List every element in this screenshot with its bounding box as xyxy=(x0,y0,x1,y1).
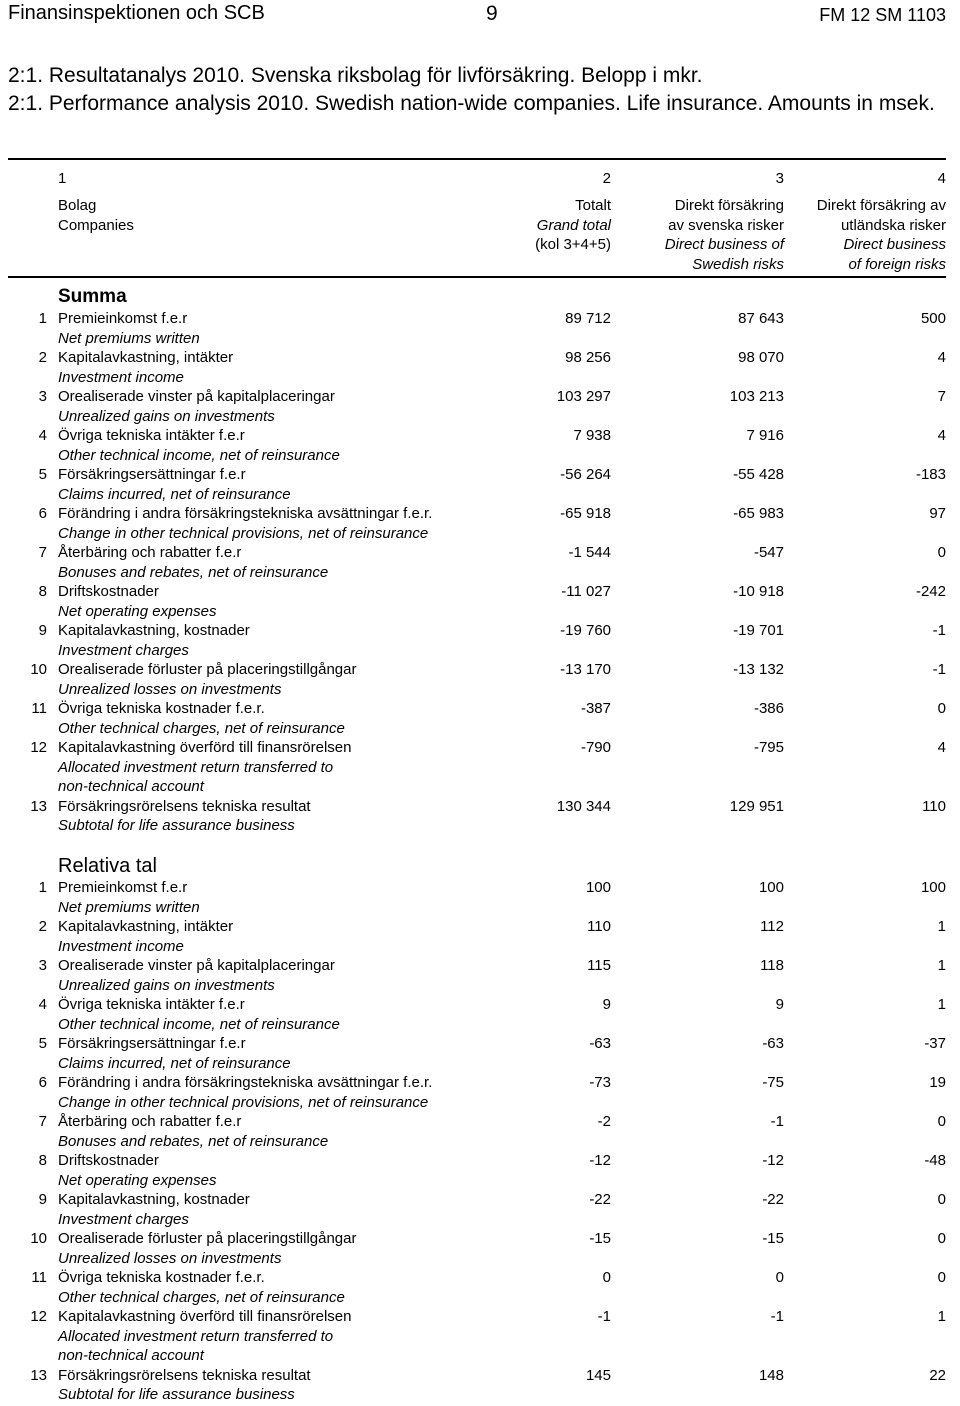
row-label-sv: Återbäring och rabatter f.e.r xyxy=(58,544,242,561)
row-number: 1 xyxy=(38,310,47,327)
value-foreign-risks: -48 xyxy=(924,1152,946,1169)
value-swedish-risks: -547 xyxy=(753,544,784,561)
column-header-foreign-risks xyxy=(817,196,946,274)
row-label-en: Other technical income, net of reinsurance xyxy=(58,446,340,464)
row-label-sv: Kapitalavkastning överförd till finansrörelsen xyxy=(58,739,352,756)
row-label-en: Unrealized gains on investments xyxy=(58,976,275,994)
row-label-en: Investment charges xyxy=(58,641,189,659)
table-row xyxy=(0,996,960,1035)
column-number-4: 4 xyxy=(937,170,946,187)
column-header-en: Companies xyxy=(58,216,134,234)
row-number: 12 xyxy=(30,739,47,756)
page-header xyxy=(8,2,946,28)
value-foreign-risks: 500 xyxy=(920,310,946,327)
table-row xyxy=(0,1113,960,1152)
row-number: 9 xyxy=(38,1191,47,1208)
value-grand-total: -63 xyxy=(589,1035,611,1052)
value-swedish-risks: 118 xyxy=(760,957,784,974)
row-label-sv: Försäkringsersättningar f.e.r xyxy=(58,1035,246,1052)
value-foreign-risks: 0 xyxy=(937,1191,946,1208)
column-header-sv: av svenska risker xyxy=(668,216,784,234)
row-label-sv: Övriga tekniska kostnader f.e.r. xyxy=(58,700,265,717)
value-foreign-risks: 4 xyxy=(937,739,946,756)
row-label-en: Investment income xyxy=(58,937,184,955)
table-row xyxy=(0,427,960,466)
value-grand-total: -1 544 xyxy=(568,544,611,561)
row-number: 9 xyxy=(38,622,47,639)
row-label-en: Net operating expenses xyxy=(58,602,217,620)
value-swedish-risks: -1 xyxy=(770,1113,784,1130)
value-swedish-risks: -22 xyxy=(762,1191,784,1208)
value-foreign-risks: 97 xyxy=(929,505,946,522)
table-row xyxy=(0,388,960,427)
table-row xyxy=(0,739,960,798)
row-label-sv: Övriga tekniska intäkter f.e.r xyxy=(58,996,245,1013)
row-label-sv: Orealiserade vinster på kapitalplaceringar xyxy=(58,388,335,405)
row-label-sv: Kapitalavkastning, kostnader xyxy=(58,1191,250,1208)
row-number: 7 xyxy=(38,544,47,561)
row-number: 3 xyxy=(38,957,47,974)
table-row xyxy=(0,1152,960,1191)
row-label-sv: Försäkringsersättningar f.e.r xyxy=(58,466,246,483)
table-row xyxy=(0,661,960,700)
row-label-en: Other technical charges, net of reinsurance xyxy=(58,1288,345,1306)
value-foreign-risks: -242 xyxy=(915,583,946,600)
row-number: 13 xyxy=(30,797,47,815)
value-foreign-risks: 1 xyxy=(937,957,946,974)
value-swedish-risks: 9 xyxy=(775,996,784,1013)
table-row xyxy=(0,622,960,661)
column-number-3: 3 xyxy=(775,170,784,187)
row-number: 8 xyxy=(38,583,47,600)
value-foreign-risks: 4 xyxy=(937,349,946,366)
row-number: 4 xyxy=(38,996,47,1013)
row-label-sv: Förändring i andra försäkringstekniska avsättningar f.e.r. xyxy=(58,505,433,522)
value-grand-total: -1 xyxy=(597,1308,611,1325)
row-number: 2 xyxy=(38,918,47,935)
value-swedish-risks: 7 916 xyxy=(746,427,784,444)
value-grand-total: 7 938 xyxy=(573,427,611,444)
value-grand-total: -73 xyxy=(589,1074,611,1091)
row-label-en: Investment income xyxy=(58,368,184,386)
row-label-sv: Premieinkomst f.e.r xyxy=(58,310,188,327)
table-row xyxy=(0,1074,960,1113)
value-grand-total: -65 918 xyxy=(560,505,611,522)
row-number: 5 xyxy=(38,1035,47,1052)
table-row xyxy=(0,1367,960,1406)
table-row xyxy=(0,798,960,837)
table-row xyxy=(0,700,960,739)
row-label-en: Unrealized gains on investments xyxy=(58,407,275,425)
column-header-sv: utländska risker xyxy=(840,216,946,234)
value-grand-total: -12 xyxy=(589,1152,611,1169)
value-grand-total: -387 xyxy=(580,700,611,717)
value-grand-total: -56 264 xyxy=(560,466,611,483)
table-row xyxy=(0,1035,960,1074)
value-foreign-risks: 110 xyxy=(922,797,946,815)
value-swedish-risks: -55 428 xyxy=(733,466,784,483)
row-label-sv: Försäkringsrörelsens tekniska resultat xyxy=(58,797,311,815)
row-label-sv: Övriga tekniska intäkter f.e.r xyxy=(58,427,245,444)
value-swedish-risks: -63 xyxy=(762,1035,784,1052)
title-swedish: 2:1. Resultatanalys 2010. Svenska riksbolag för livförsäkring. Belopp i mkr. xyxy=(8,64,703,87)
table-row xyxy=(0,310,960,349)
row-label-en: Bonuses and rebates, net of reinsurance xyxy=(58,1132,329,1150)
value-foreign-risks: -183 xyxy=(915,466,946,483)
value-grand-total: -13 170 xyxy=(560,661,611,678)
title-english: 2:1. Performance analysis 2010. Swedish nation-wide companies. Life insurance. Amounts in msek. xyxy=(8,92,935,115)
row-label-en: Subtotal for life assurance business xyxy=(58,817,295,834)
value-grand-total: 89 712 xyxy=(565,310,611,327)
value-foreign-risks: -1 xyxy=(932,661,946,678)
row-label-sv: Förändring i andra försäkringstekniska avsättningar f.e.r. xyxy=(58,1074,433,1091)
value-swedish-risks: 0 xyxy=(775,1269,784,1286)
row-number: 12 xyxy=(30,1308,47,1325)
row-label-sv: Orealiserade vinster på kapitalplaceringar xyxy=(58,957,335,974)
row-label-sv: Kapitalavkastning, intäkter xyxy=(58,918,234,935)
table-row xyxy=(0,1308,960,1367)
value-grand-total: 0 xyxy=(602,1269,611,1286)
column-header-en: Grand total xyxy=(536,216,611,234)
value-grand-total: -790 xyxy=(580,739,611,756)
table-row xyxy=(0,349,960,388)
value-grand-total: 98 256 xyxy=(565,349,611,366)
row-label-sv: Försäkringsrörelsens tekniska resultat xyxy=(58,1366,311,1384)
publisher-name: Finansinspektionen och SCB xyxy=(8,2,265,24)
value-foreign-risks: 4 xyxy=(937,427,946,444)
value-foreign-risks: 1 xyxy=(937,1308,946,1325)
row-label-sv: Kapitalavkastning, kostnader xyxy=(58,622,250,639)
column-number-2: 2 xyxy=(602,170,611,187)
row-number: 10 xyxy=(30,661,47,678)
header-top-rule xyxy=(8,158,946,160)
row-number: 2 xyxy=(38,349,47,366)
value-foreign-risks: 7 xyxy=(937,388,946,405)
value-swedish-risks: 87 643 xyxy=(738,310,784,327)
value-grand-total: 100 xyxy=(585,879,611,896)
value-swedish-risks: -65 983 xyxy=(733,505,784,522)
row-label-en: Change in other technical provisions, net of reinsurance xyxy=(58,1093,429,1111)
value-foreign-risks: 19 xyxy=(929,1074,946,1091)
column-header-grand-total xyxy=(535,196,611,255)
column-header-en: Direct business xyxy=(843,236,946,253)
column-header-sv: Bolag xyxy=(58,197,97,214)
value-swedish-risks: -10 918 xyxy=(733,583,784,600)
row-number: 6 xyxy=(38,1074,47,1091)
table-row xyxy=(0,879,960,918)
row-number: 13 xyxy=(30,1366,47,1384)
row-number: 5 xyxy=(38,466,47,483)
value-grand-total: -2 xyxy=(597,1113,611,1130)
column-header-companies xyxy=(58,196,134,235)
column-header-sv: Totalt xyxy=(575,197,611,214)
column-header-swedish-risks xyxy=(665,196,784,274)
value-swedish-risks: -75 xyxy=(762,1074,784,1091)
value-swedish-risks: -795 xyxy=(753,739,784,756)
row-number: 11 xyxy=(31,1269,47,1286)
row-number: 8 xyxy=(38,1152,47,1169)
row-label-en-cont: non-technical account xyxy=(58,778,204,795)
section-title-relativa-tal: Relativa tal xyxy=(58,855,157,877)
row-label-en: Claims incurred, net of reinsurance xyxy=(58,1054,291,1072)
row-label-sv: Återbäring och rabatter f.e.r xyxy=(58,1113,242,1130)
value-foreign-risks: 0 xyxy=(937,1269,946,1286)
row-label-sv: Driftskostnader xyxy=(58,1152,159,1169)
value-grand-total: 115 xyxy=(587,957,611,974)
value-foreign-risks: 0 xyxy=(937,700,946,717)
table-row xyxy=(0,1191,960,1230)
row-label-en: Net premiums written xyxy=(58,898,200,916)
row-label-sv: Orealiserade förluster på placeringstillgångar xyxy=(58,1230,357,1247)
table-row xyxy=(0,583,960,622)
row-label-sv: Kapitalavkastning, intäkter xyxy=(58,349,234,366)
table-row xyxy=(0,505,960,544)
value-foreign-risks: 100 xyxy=(920,879,946,896)
row-label-sv: Orealiserade förluster på placeringstillgångar xyxy=(58,661,357,678)
row-label-en: Change in other technical provisions, net of reinsurance xyxy=(58,524,429,542)
row-label-en: Bonuses and rebates, net of reinsurance xyxy=(58,563,329,581)
value-swedish-risks: -19 701 xyxy=(733,622,784,639)
value-grand-total: -15 xyxy=(589,1230,611,1247)
value-swedish-risks: -13 132 xyxy=(733,661,784,678)
row-label-sv: Driftskostnader xyxy=(58,583,159,600)
value-grand-total: -22 xyxy=(589,1191,611,1208)
value-foreign-risks: 0 xyxy=(937,1113,946,1130)
row-number: 1 xyxy=(38,879,47,896)
value-foreign-risks: 0 xyxy=(937,1230,946,1247)
value-swedish-risks: 103 213 xyxy=(729,388,784,405)
table-title xyxy=(8,62,948,118)
value-swedish-risks: -1 xyxy=(770,1308,784,1325)
section-title-summa: Summa xyxy=(58,286,127,307)
row-label-en: Allocated investment return transferred to xyxy=(58,1327,334,1345)
row-label-sv: Övriga tekniska kostnader f.e.r. xyxy=(58,1269,265,1286)
table-row xyxy=(0,957,960,996)
column-header-en: of foreign risks xyxy=(848,255,946,273)
value-foreign-risks: 1 xyxy=(937,996,946,1013)
header-bottom-rule xyxy=(8,276,946,278)
value-foreign-risks: 22 xyxy=(929,1366,946,1384)
row-number: 11 xyxy=(31,700,47,717)
value-swedish-risks: 98 070 xyxy=(738,349,784,366)
value-foreign-risks: 1 xyxy=(937,918,946,935)
value-swedish-risks: -15 xyxy=(762,1230,784,1247)
row-label-en: Other technical income, net of reinsurance xyxy=(58,1015,340,1033)
row-label-en: Other technical charges, net of reinsurance xyxy=(58,719,345,737)
value-grand-total: 130 344 xyxy=(556,797,611,815)
value-grand-total: -11 027 xyxy=(561,583,611,600)
row-label-en: Claims incurred, net of reinsurance xyxy=(58,485,291,503)
value-grand-total: -19 760 xyxy=(560,622,611,639)
value-swedish-risks: -12 xyxy=(762,1152,784,1169)
row-label-en: Net operating expenses xyxy=(58,1171,217,1189)
column-header-en: Direct business of xyxy=(664,236,784,253)
table-summa xyxy=(0,310,960,837)
row-label-sv: Kapitalavkastning överförd till finansrörelsen xyxy=(58,1308,352,1325)
column-header-sv: Direkt försäkring av xyxy=(816,197,946,214)
value-foreign-risks: -1 xyxy=(932,622,946,639)
table-row xyxy=(0,544,960,583)
row-label-sv: Premieinkomst f.e.r xyxy=(58,879,188,896)
table-row xyxy=(0,1230,960,1269)
value-swedish-risks: -386 xyxy=(753,700,784,717)
value-foreign-risks: -37 xyxy=(924,1035,946,1052)
row-label-en-cont: non-technical account xyxy=(58,1347,204,1364)
row-label-en: Net premiums written xyxy=(58,329,200,347)
row-label-en: Unrealized losses on investments xyxy=(58,680,282,698)
value-swedish-risks: 100 xyxy=(758,879,784,896)
table-relativa-tal xyxy=(0,879,960,1406)
column-number-1: 1 xyxy=(58,170,67,187)
value-grand-total: 103 297 xyxy=(556,388,611,405)
row-number: 6 xyxy=(38,505,47,522)
row-number: 7 xyxy=(38,1113,47,1130)
row-label-en: Subtotal for life assurance business xyxy=(58,1386,295,1403)
column-header-en: Swedish risks xyxy=(692,255,784,273)
value-swedish-risks: 148 xyxy=(758,1366,784,1384)
row-number: 4 xyxy=(38,427,47,444)
value-grand-total: 145 xyxy=(585,1366,611,1384)
table-row xyxy=(0,466,960,505)
value-grand-total: 9 xyxy=(602,996,611,1013)
table-row xyxy=(0,918,960,957)
value-foreign-risks: 0 xyxy=(937,544,946,561)
column-header-note: (kol 3+4+5) xyxy=(535,236,611,253)
report-code: FM 12 SM 1103 xyxy=(819,5,946,25)
value-swedish-risks: 112 xyxy=(760,918,784,935)
row-number: 10 xyxy=(30,1230,47,1247)
row-label-en: Unrealized losses on investments xyxy=(58,1249,282,1267)
value-swedish-risks: 129 951 xyxy=(729,797,784,815)
row-label-en: Allocated investment return transferred to xyxy=(58,758,334,776)
row-label-en: Investment charges xyxy=(58,1210,189,1228)
value-grand-total: 110 xyxy=(587,918,611,935)
page-number: 9 xyxy=(486,2,498,25)
column-header-sv: Direkt försäkring xyxy=(674,197,784,214)
row-number: 3 xyxy=(38,388,47,405)
table-row xyxy=(0,1269,960,1308)
